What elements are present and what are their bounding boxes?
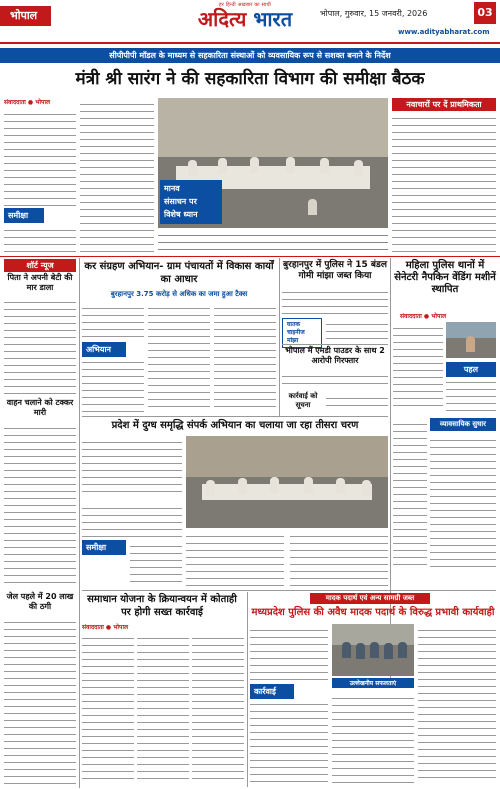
plan-story-title: समाधान योजना के क्रियान्वयन में कोताही पर होगी सख्त कार्रवाई [87, 594, 237, 618]
story-2-body [4, 422, 76, 586]
story-1-body [4, 296, 76, 394]
lead-strap: सीपीपीपी मॉडल के माध्यम से सहकारिता संस्थाओं को व्यवसायिक रूप से सशक्त बनाने के निर्देश [0, 48, 500, 63]
story-1-title: पिता ने अपनी बेटी की मार डाला [7, 273, 73, 292]
women-col-1 [393, 322, 443, 412]
hr-focus-line-2: संसाधन पर [164, 197, 197, 206]
story-3-title: जेल पहले में 20 लाख की ठगी [6, 592, 74, 611]
hr-focus-line-3: विशेष ध्यान [164, 210, 198, 219]
page-header [0, 0, 500, 44]
plan-credit: संवाददाता ● भोपाल [82, 624, 129, 631]
lead-headline: मंत्री श्री सारंग ने की सहकारिता विभाग की समीक्षा बैठक [75, 69, 425, 89]
women-col-4 [430, 434, 496, 568]
tax-story-col-3 [214, 302, 276, 412]
tax-story-col-1 [82, 302, 144, 338]
website-url[interactable]: www.adityabharat.com [398, 28, 490, 36]
tax-story-title: कर संग्रहण अभियान- ग्राम पंचायतों में विकास कार्यों का आधार [84, 261, 274, 285]
milk-col-1 [82, 436, 182, 498]
business-reform-box: व्यावसायिक सुधार [430, 418, 496, 431]
mp-seizure-photo [332, 624, 414, 676]
burhanpur-divider [282, 344, 388, 345]
tax-story-subtitle: बुरहानपुर 3.75 करोड़ से अधिक का जमा हुआ टैक्स [110, 290, 248, 298]
dateline: भोपाल, गुरुवार, 15 जनवरी, 2026 [320, 9, 428, 18]
short-news-label: शॉर्ट न्यूज [4, 259, 76, 272]
mp-strap: मादक पदार्थ एवं अन्य सामग्री जब्त [310, 593, 430, 604]
col-divider-4 [247, 592, 248, 787]
col-divider-2 [279, 258, 280, 416]
milk-divider [82, 416, 388, 417]
lead-col-4 [392, 112, 496, 254]
plan-col-3 [192, 632, 244, 784]
plan-col-1 [82, 632, 134, 784]
section-tag: भोपाल [0, 6, 51, 26]
women-pahal-box: पहल [446, 362, 496, 377]
burhanpur-title: बुरहानपुर में पुलिस ने 15 बंडल गोमी मांझा जब्त किया [283, 260, 387, 281]
milk-photo [186, 436, 388, 528]
md-powder-body-2 [326, 392, 388, 412]
women-credit: संवाददाता ● भोपाल [400, 313, 447, 320]
innovation-box: नवाचारों पर दें प्राथमिकता [392, 98, 496, 111]
mp-col-2 [332, 692, 414, 784]
story-2-title: वाहन चलाने को टक्कर मारी [6, 398, 74, 417]
md-powder-title: भोपाल में एमडी पाउडर के साथ 2 आरोपी गिरफ्तार [285, 346, 385, 365]
mp-col-1 [250, 624, 328, 680]
mp-col-1b [250, 698, 328, 784]
lead-col-2 [80, 98, 154, 254]
lead-col-1b [4, 224, 76, 254]
md-info-label: कार्रवाई को सूचना [288, 392, 318, 409]
burhanpur-body-2 [326, 318, 388, 342]
col-divider-1 [79, 258, 80, 788]
masthead-tagline: हर हिन्दी अखबार का साथी [218, 2, 272, 8]
lead-col-1 [4, 108, 76, 206]
notable-success-caption: उल्लेखनीय सफलताएं [332, 678, 414, 688]
milk-col-1b [82, 502, 182, 538]
page-number: 03 [474, 2, 496, 24]
mp-action-box: कार्रवाई [250, 684, 294, 699]
samiksha-2-box: समीक्षा [82, 540, 126, 555]
tax-story-col-2 [148, 302, 210, 412]
milk-col-3 [290, 530, 388, 586]
plan-col-2 [137, 632, 189, 784]
masthead [180, 2, 310, 42]
women-photo [446, 322, 496, 358]
tax-story-col-1b [82, 356, 144, 412]
mp-col-3 [418, 624, 496, 784]
women-police-title: महिला पुलिस थानों में सेनेटरी नैपकिन वेंडिंग मशीनें स्थापित [394, 260, 496, 295]
bottom-divider [82, 590, 496, 591]
hr-focus-box [160, 180, 222, 224]
manjha-box: घातक चाइनीज मांझा [282, 318, 322, 348]
lead-photo-caption [158, 229, 388, 251]
masthead-name-1: अदित्य [197, 7, 247, 31]
lead-credit: संवाददाता ● भोपाल [4, 99, 51, 106]
hr-focus-line-1: मानव [164, 184, 180, 193]
milk-story-title: प्रदेश में दुग्ध समृद्धि संपर्क अभियान का चलाया जा रहा तीसरा चरण [111, 420, 359, 431]
masthead-name-2: भारत [253, 7, 293, 31]
lead-divider [0, 256, 500, 257]
milk-col-1c [130, 540, 182, 586]
burhanpur-body [282, 286, 388, 316]
story-3-body [4, 616, 76, 784]
masthead-logo [180, 8, 310, 30]
women-col-3 [393, 418, 427, 568]
women-col-2 [446, 376, 496, 412]
mp-police-title: मध्यप्रदेश पुलिस की अवैध मादक पदार्थ के विरुद्ध प्रभावी कार्यवाही [251, 607, 495, 618]
abhiyan-box: अभियान [82, 342, 126, 357]
samiksha-box: समीक्षा [4, 208, 44, 223]
md-powder-body [282, 370, 388, 390]
milk-col-2 [186, 530, 284, 586]
